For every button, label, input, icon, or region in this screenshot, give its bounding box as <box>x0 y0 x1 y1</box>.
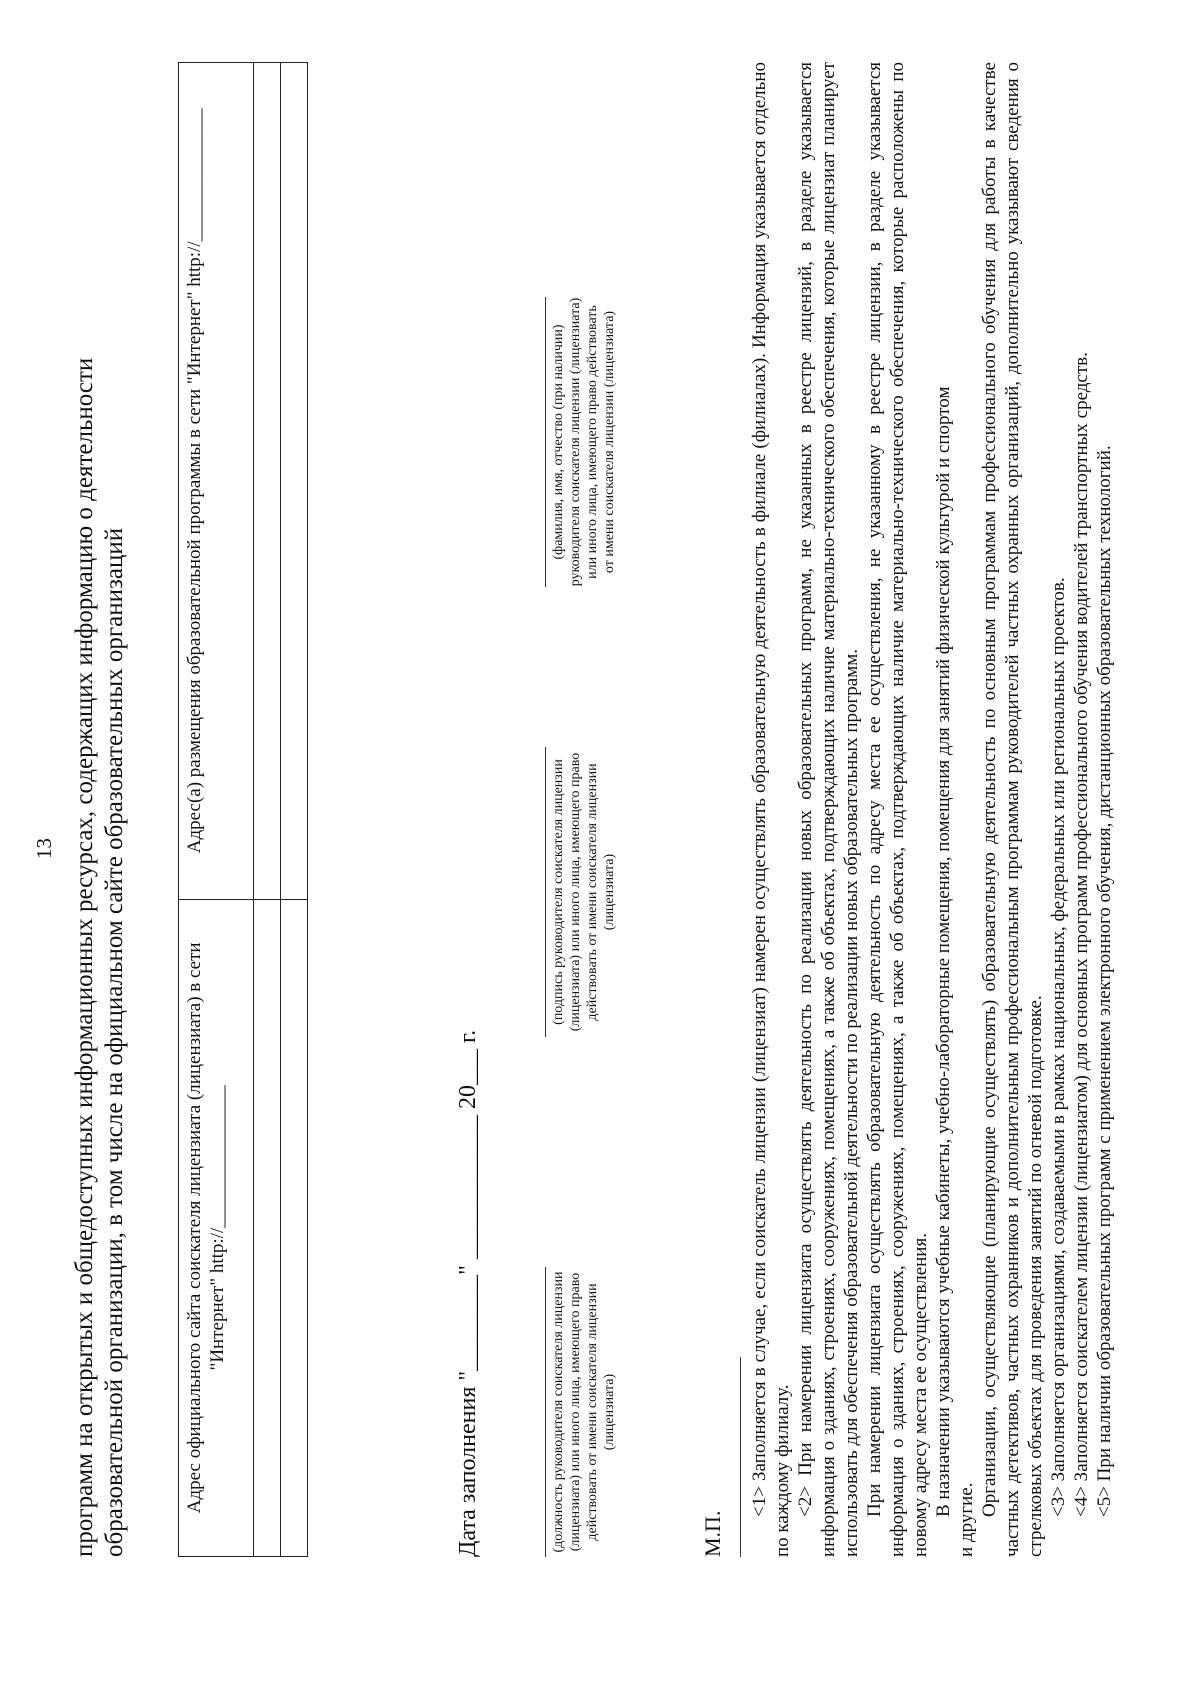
table-row <box>281 63 308 1557</box>
table-cell <box>281 63 308 900</box>
footnote-2: <2> При намерении лицензиата осуществлять деятельность по реализации новых образовательных программ, не указанных в реестре лицензий, в разделе указывается информация о зданиях, строениях, сооружениях, помещениях, а также об объектах, подтверждающих наличие материально-технического обеспечения, которые лицензиат планирует использовать для обеспечения образовательной деятельности по реализации новых образовательных программ. <box>795 62 862 1557</box>
page-number: 13 <box>32 838 56 859</box>
footnote-5: <5> При наличии образовательных программ с применением электронного обучения, дистанционных образовательных технологий. <box>1094 445 1115 1517</box>
stamp-place-label: М.П. <box>700 1510 725 1557</box>
table-header-row <box>179 63 254 1557</box>
fill-date-line: Дата заполнения "________" ____________ 20___ г. <box>455 1029 481 1557</box>
footnote-divider <box>740 1357 741 1557</box>
program-site-header: Адрес(а) размещения образовательной программы в сети "Интернет" http://______________ <box>179 63 254 900</box>
signature-caption: (подпись руководителя соискателя лицензии (лицензиата) или иного лица, имеющего право действовать от имени соискателя лицензии (лицензиата) <box>545 747 618 1037</box>
footnote-4: <4> Заполняется соискателем лицензии (лицензиатом) для основных программ профессионального обучения водителей транспортных средств. <box>1071 352 1092 1517</box>
footnote-2-paragraph: и другие. <box>956 1482 977 1557</box>
table-cell <box>254 899 281 1556</box>
footnote-2-paragraph: В назначении указываются учебные кабинеты, учебно-лабораторные помещения, помещения для занятий физической культурой и спортом <box>933 386 954 1517</box>
footnote-3: <3> Заполняется организациями, создаваемыми в рамках национальных, федеральных или региональных проектов. <box>1048 577 1069 1517</box>
section-heading <box>70 87 130 1557</box>
heading-line-1: программ на открытых и общедоступных информационных ресурсах, содержащих информацию о деятельности <box>71 357 98 1557</box>
official-site-header: Адрес официального сайта соискателя лицензиата (лицензиата) в сети "Интернет" http://_______________ <box>179 899 254 1556</box>
fullname-signature-caption: (фамилия, имя, отчество (при наличии) руководителя соискателя лицензии (лицензиата) или иного лица, имеющего право действовать от имени соискателя лицензии (лицензиата) <box>545 297 618 587</box>
table-cell <box>281 899 308 1556</box>
footnote-2-paragraph: При намерении лицензиата осуществлять образовательную деятельность по адресу места ее осуществления, не указанному в реестре лицензии, в разделе указывается информация о зданиях, строениях, сооружениях, помещениях, а также об объектах, подтверждающих наличие материально-технического обеспечения, которые расположены по новому адресу места ее осуществления. <box>864 62 931 1557</box>
footnote-1: <1> Заполняется в случае, если соискатель лицензии (лицензиат) намерен осуществлять образовательную деятельность в филиале (филиалах). Информация указывается отдельно по каждому филиалу. <box>749 62 793 1557</box>
footnote-2-paragraph: Организации, осуществляющие (планирующие осуществлять) образовательную деятельность по основным программам профессионального обучения для работы в качестве частных детективов, частных охранников и дополнительным профессиональным программам руководителей частных охранных организаций, дополнительно указывают сведения о стрелковых объектах для проведения занятий по огневой подготовке. <box>979 62 1046 1557</box>
footnotes <box>748 62 1116 1557</box>
table-row <box>254 63 281 1557</box>
websites-table <box>178 62 308 1557</box>
heading-line-2: образовательной организации, в том числе на официальном сайте образовательных организаций <box>101 527 128 1557</box>
position-signature-caption: (должность руководителя соискателя лицензии (лицензиата) или иного лица, имеющего право действовать от имени соискателя лицензии (лицензиата) <box>545 1267 618 1557</box>
table-cell <box>254 63 281 900</box>
